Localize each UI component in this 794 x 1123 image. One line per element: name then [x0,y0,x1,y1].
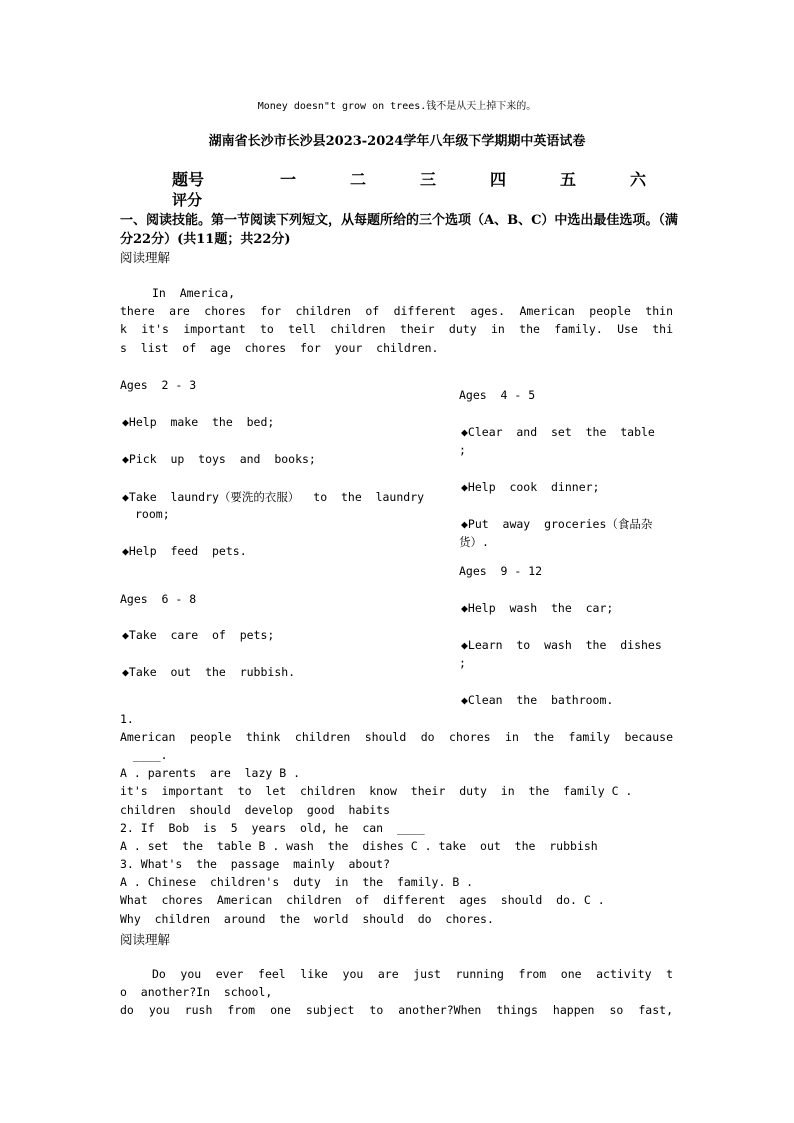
chore-item: ◆Take out the rubbish. [122,665,296,679]
reading-label: 阅读理解 [120,250,171,265]
chore-item: ◆Clear and set the table [461,425,655,439]
answer-blank: ____. [126,748,168,762]
question-line: A . set the table B . wash the dishes C . take out the rubbish [120,839,598,853]
question-line: What chores American children of different ages should do. C . [120,893,605,907]
question-line: 1. [120,712,134,726]
age-group-heading: Ages 6 - 8 [120,592,197,606]
chore-item: ◆Help feed pets. [122,544,247,558]
score-table-col-1: 一 [280,170,297,189]
question-line: A . Chinese children's duty in the family. B . [120,875,474,889]
score-table-col-3: 三 [420,170,437,189]
question-line: Why children around the world should do chores. [120,912,494,926]
question-line: it's important to let children know their duty in the family C . [120,784,633,798]
score-table-col-6: 六 [630,170,647,189]
chore-item: ◆Help wash the car; [461,601,614,615]
chore-item: ◆Clean the bathroom. [461,693,614,707]
motto: Money doesn"t grow on trees.钱不是从天上掉下来的。 [257,101,537,112]
score-table-col-4: 四 [490,170,507,189]
section-heading: 一、阅读技能。第一节阅读下列短文，从每题所给的三个选项（A、B、C）中选出最佳选项。（满分22分）(共11题；共22分) [120,213,678,247]
question-line: 3. What's the passage mainly about? [120,857,391,871]
score-table-col-2: 二 [350,170,367,189]
reading-label: 阅读理解 [120,932,171,947]
chore-item-continued: room; [135,507,170,521]
score-table-header-label: 题号 [172,170,205,189]
question-line: American people think children should do chores in the family because [120,730,673,744]
chore-item: ◆Help cook dinner; [461,480,600,494]
question-line: children should develop good habits [120,803,391,817]
chore-item: ◆Help make the bed; [122,415,275,429]
chore-item-continued: 货）. [459,535,489,549]
chore-item-continued: ; [459,656,466,670]
chore-item: ◆Take laundry（要洗的衣服） to the laundry [122,490,425,504]
chore-item: ◆Pick up toys and books; [122,452,316,466]
chore-item: ◆Learn to wash the dishes [461,638,662,652]
age-group-heading: Ages 2 - 3 [120,378,197,392]
passage-line: o another?In school, [120,985,273,999]
exam-title: 湖南省长沙市长沙县2023-2024学年八年级下学期期中英语试卷 [208,134,586,149]
passage-line: there are chores for children of different ages. American people thin [120,304,673,318]
question-line: 2. If Bob is 5 years old, he can ____ [120,821,425,835]
chore-item: ◆Take care of pets; [122,628,275,642]
chore-item: ◆Put away groceries（食品杂 [461,517,653,531]
passage-line: s list of age chores for your children. [120,341,439,355]
age-group-heading: Ages 9 - 12 [459,564,543,578]
question-line: A . parents are lazy B . [120,766,301,780]
passage-line: do you rush from one subject to another?When things happen so fast, [120,1003,673,1017]
score-table-col-5: 五 [560,170,577,189]
age-group-heading: Ages 4 - 5 [459,388,536,402]
passage-line: k it's important to tell children their duty in the family. Use thi [120,322,673,336]
passage-line: In America, [152,286,236,300]
passage-line: Do you ever feel like you are just running from one activity t [152,967,673,981]
score-table-row-label: 评分 [172,191,203,209]
chore-item-continued: ; [459,443,466,457]
